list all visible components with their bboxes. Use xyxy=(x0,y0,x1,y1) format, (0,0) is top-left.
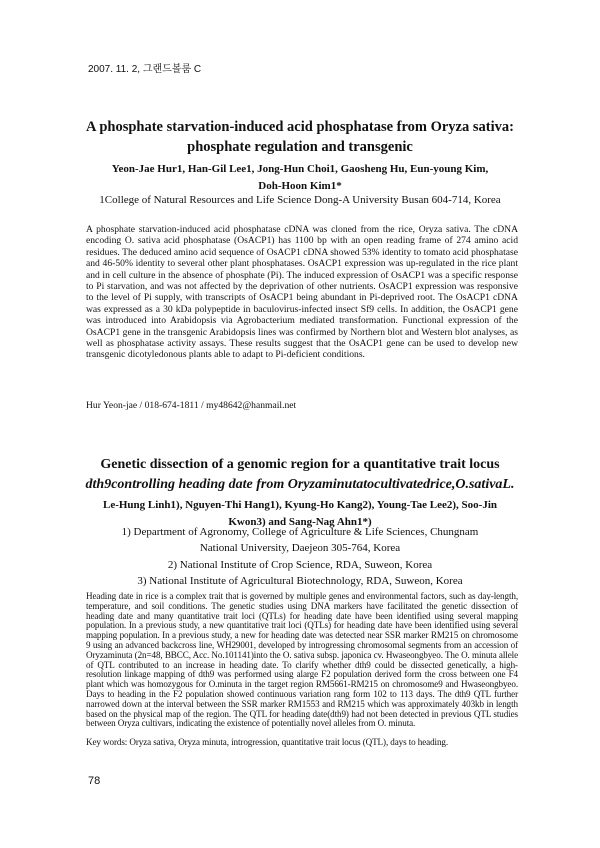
paper2-title-line1: Genetic dissection of a genomic region for a quantitative trait locus xyxy=(100,457,500,472)
paper1-affiliation: 1College of Natural Resources and Life Science Dong-A University Busan 604-714, Korea xyxy=(99,194,501,206)
paper1-contact: Hur Yeon-jae / 018-674-1811 / my48642@hanmail.net xyxy=(86,400,297,411)
paper1-authors-line2: Doh-Hoon Kim1* xyxy=(258,180,342,192)
paper2-affiliation-3: 3) National Institute of Agricultural Biotechnology, RDA, Suweon, Korea xyxy=(137,575,463,587)
paper1-abstract: A phosphate starvation-induced acid phosphatase cDNA was cloned from the rice, Oryza sativa. The cDNA encoding O. sativa acid phosphatase (OsACP1) has 1100 bp with an open reading frame of 274 amino acid residues. The deduced amino acid sequence of OsACP1 cDNA showed 53% identity to tomato acid phosphatase and 46-50% identity to several other plant phosphatases. OsACP1 expression was up-regulated in the rice plant and in cell culture in the absence of phosphate (Pi). The induced expression of OsACP1 was a specific response to Pi starvation, and was not affected by the deprivation of other nutrients. OsACP1 expression was responsive to the level of Pi supply, with transcripts of OsACP1 being abundant in Pi-deprived root. The OsACP1 cDNA was expressed as a 30 kDa polypeptide in baculovirus-infected insect Sf9 cells. In addition, the OsACP1 gene was introduced into Arabidopsis via Agrobacterium mediated transformation. Functional expression of the OsACP1 gene in the transgenic Arabidopsis lines was confirmed by Northern blot and Western blot analyses, as well as phosphatase activity assays. These results suggest that the OsACP1 gene can be used to develop new transgenic dicotyledonous plants able to adapt to Pi-deficient conditions. xyxy=(86,224,518,361)
paper2-keywords: Key words: Oryza sativa, Oryza minuta, introgression, quantitative trait locus (QTL), days to heading. xyxy=(86,737,449,747)
paper2-affiliation-1 xyxy=(95,524,505,556)
paper2-title xyxy=(60,455,540,495)
paper1-authors-line1: Yeon-Jae Hur1, Han-Gil Lee1, Jong-Hun Choi1, Gaosheng Hu, Eun-young Kim, xyxy=(111,163,489,175)
paper2-affiliation-2: 2) National Institute of Crop Science, RDA, Suweon, Korea xyxy=(167,559,433,571)
page-header: 2007. 11. 2, 그랜드볼룸 C xyxy=(88,64,202,75)
page-number: 78 xyxy=(88,775,101,787)
paper1-title-line2: phosphate regulation and transgenic xyxy=(187,139,413,155)
paper2-title-line2: dth9controlling heading date from Oryzaminutatocultivatedrice,O.sativaL. xyxy=(85,477,515,492)
paper2-affil1-line2: National University, Daejeon 305-764, Korea xyxy=(199,542,401,554)
paper2-authors-line2: Kwon3) and Sang-Nag Ahn1*) xyxy=(228,516,372,528)
paper1-title xyxy=(60,117,540,157)
paper2-abstract: Heading date in rice is a complex trait that is governed by multiple genes and environmental factors, such as day-length, temperature, and soil conditions. The genetic studies using DNA markers have facilitated the genetic dissection of heading date and many quantitative trait loci (QTLs) for heading date have been identified using several mapping population. In a previous study, a new quantitative trait loci (QTLs) for heading date have been identified using several mapping population. In a previous study, a new for heading date was detected near SSR marker RM215 on chromosome 9 using an advanced backcross line, WH29001, developed by introgressing chromosomal segments from an accession of Oryzaminuta (2n=48, BBCC, Acc. No.101141)into the O. sativa subsp. japonica cv. Hwaseongbyeo. The O. minuta allele of QTL contributed to an increase in heading date. To clarify whether dth9 could be dissected genetically, a high-resolution linkage mapping of dth9 was performed using alarge F2 population derived form the cross between one F4 plant which was homozygous for O.minuta in the target region RM5661-RM215 on chromosome9 and Hwaseongbyeo. Days to heading in the F2 population showed continuous variation rang form 102 to 113 days. The dth9 QTL further narrowed down at the interval between the SSR marker RM1553 and RM215 which was approximately 403kb in length based on the physical map of the region. The QTL for heading date(dth9) had not been detected in previous QTL studies between Oryza cultivars, indicating the existence of potentially novel alleles from O. minuta. xyxy=(86,591,518,729)
paper1-authors xyxy=(80,161,520,195)
paper1-title-line1: A phosphate starvation-induced acid phosphatase from Oryza sativa: xyxy=(86,119,514,135)
paper2-affil1-line1: 1) Department of Agronomy, College of Agriculture & Life Sciences, Chungnam xyxy=(121,526,479,538)
paper2-authors-line1: Le-Hung Linh1), Nguyen-Thi Hang1), Kyung-Ho Kang2), Young-Tae Lee2), Soo-Jin xyxy=(102,499,498,511)
